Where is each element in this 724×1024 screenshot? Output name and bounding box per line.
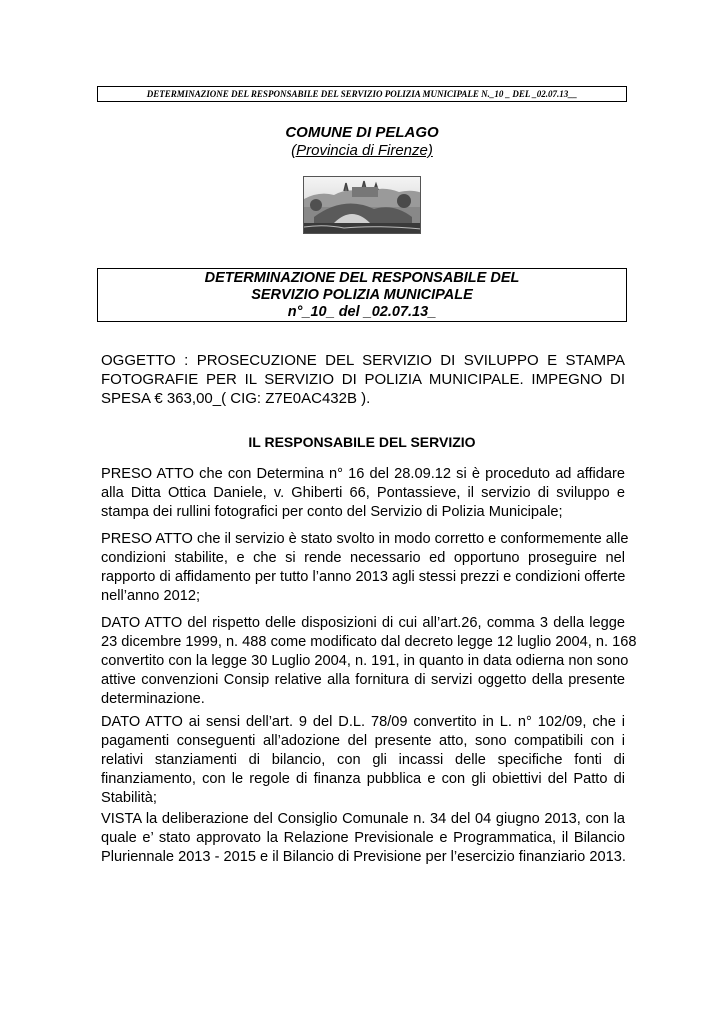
subject-line: SPESA € 363,00_( CIG: Z7E0AC432B ). (101, 390, 371, 407)
paragraph-preso-atto-2 (101, 530, 629, 606)
section-heading: IL RESPONSABILE DEL SERVIZIO (248, 434, 476, 450)
paragraph-line: PRESO ATTO che con Determina n° 16 del 28.09.12 si è proceduto ad affidare (101, 466, 625, 482)
document-header-text: DETERMINAZIONE DEL RESPONSABILE DEL SERVIZIO POLIZIA MUNICIPALE N._10 _ DEL _02.07.13__ (146, 89, 578, 99)
paragraph-line: 23 dicembre 1999, n. 488 come modificato dal decreto legge 12 luglio 2004, n. 168 (101, 634, 637, 650)
paragraph-dato-atto-1 (101, 614, 637, 709)
paragraph-line: relativi stanziamenti di bilancio, con gli incassi delle specifiche fonti di (101, 752, 625, 768)
municipality-image (303, 176, 421, 234)
municipality-name: COMUNE DI PELAGO (285, 124, 439, 141)
paragraph-line: pagamenti conseguenti all’adozione del presente atto, sono compatibili con i (101, 733, 625, 749)
title-line-2: SERVIZIO POLIZIA MUNICIPALE (251, 287, 473, 303)
paragraph-line: Stabilità; (101, 790, 157, 806)
paragraph-line: condizioni stabilite, e che si rende necessario ed opportuno proseguire nel (101, 550, 625, 566)
paragraph-line: Pluriennale 2013 - 2015 e il Bilancio di Previsione per l’esercizio finanziario 2013. (101, 849, 626, 865)
paragraph-line: convertito con la legge 30 Luglio 2004, n. 191, in quanto in data odierna non sono (101, 653, 629, 669)
subject-line: OGGETTO : PROSECUZIONE DEL SERVIZIO DI SVILUPPO E STAMPA (101, 352, 625, 369)
paragraph-vista (101, 810, 625, 867)
paragraph-dato-atto-2 (101, 713, 625, 808)
paragraph-line: attive convenzioni Consip relative alla fornitura di servizi oggetto della presente (101, 672, 625, 688)
paragraph-line: VISTA la deliberazione del Consiglio Comunale n. 34 del 04 giugno 2013, con la (101, 811, 625, 827)
paragraph-line: finanziamento, con le regole di finanza pubblica e con gli obiettivi del Patto di (101, 771, 625, 787)
title-line-3: n°_10_ del _02.07.13_ (287, 304, 437, 320)
paragraph-line: DATO ATTO del rispetto delle disposizioni di cui all’art.26, comma 3 della legge (101, 615, 625, 631)
determination-title-box (97, 268, 627, 322)
subject-block (101, 351, 625, 408)
paragraph-line: nell’anno 2012; (101, 588, 200, 604)
paragraph-line: rapporto di affidamento per tutto l’anno 2013 agli stessi prezzi e condizioni offerte (101, 569, 626, 585)
document-header (97, 86, 627, 102)
paragraph-line: alla Ditta Ottica Daniele, v. Ghiberti 66, Pontassieve, il servizio di sviluppo e (101, 485, 625, 501)
subject-line: FOTOGRAFIE PER IL SERVIZIO DI POLIZIA MUNICIPALE. IMPEGNO DI (101, 371, 625, 388)
landscape-bridge-image (304, 177, 421, 234)
paragraph-preso-atto-1 (101, 465, 625, 522)
paragraph-line: DATO ATTO ai sensi dell’art. 9 del D.L. 78/09 convertito in L. n° 102/09, che i (101, 714, 625, 730)
title-line-1: DETERMINAZIONE DEL RESPONSABILE DEL (204, 270, 520, 286)
province-name: (Provincia di Firenze) (291, 142, 433, 159)
paragraph-line: PRESO ATTO che il servizio è stato svolto in modo corretto e conformemente alle (101, 531, 629, 547)
paragraph-line: stampa dei rullini fotografici per conto del Servizio di Polizia Municipale; (101, 504, 563, 520)
paragraph-line: determinazione. (101, 691, 205, 707)
paragraph-line: quale e’ stato approvato la Relazione Previsionale e Programmatica, il Bilancio (101, 830, 625, 846)
